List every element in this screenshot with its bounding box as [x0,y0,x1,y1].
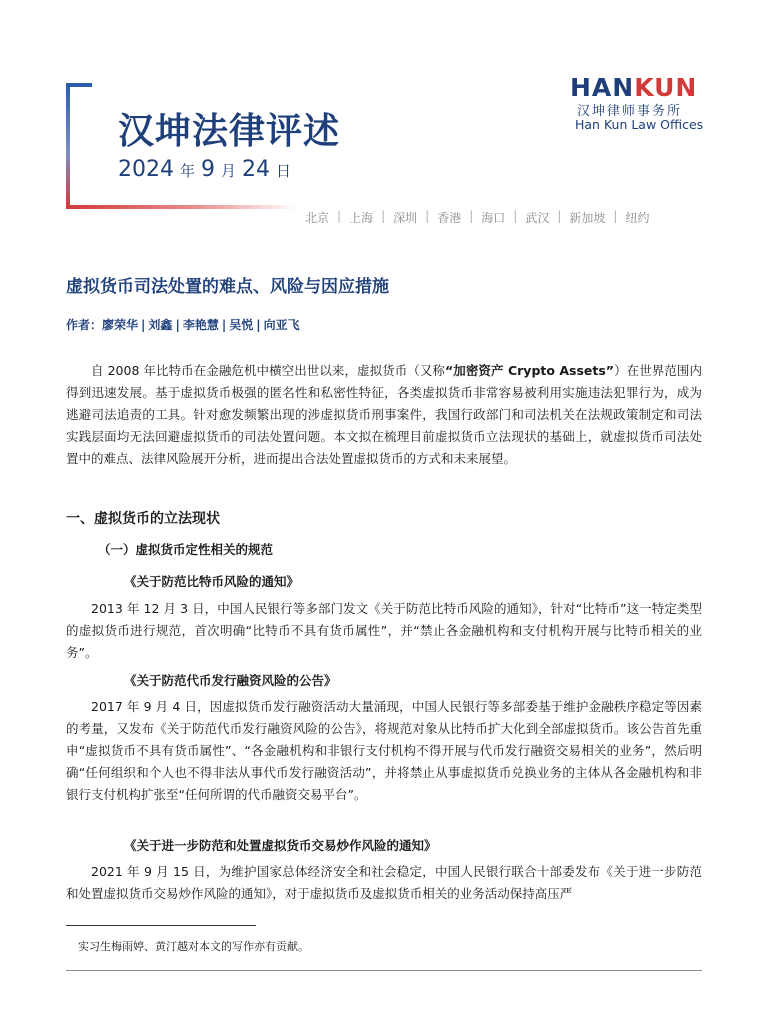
document-title: 《关于防范代币发行融资风险的公告》 [124,673,337,688]
office-separator: | [469,209,474,223]
intro-paragraph [66,360,702,470]
date-year: 2024 [118,157,174,182]
author-name: 向亚飞 [263,318,300,332]
author-name: 刘鑫 [148,318,173,332]
article-title: 虚拟货币司法处置的难点、风险与因应措施 [66,277,389,297]
footnote: 实习生梅雨婷、黄汀越对本文的写作亦有贡献。 [78,940,309,953]
subsection-heading: （一）虚拟货币定性相关的规范 [98,542,274,557]
intro-term: “加密资产 Crypto Assets” [445,363,615,378]
office-item: 纽约 [625,211,650,225]
author-separator: | [256,318,261,332]
office-separator: | [557,209,562,223]
date-year-unit: 年 [180,162,196,180]
frame-left-bar [66,83,70,209]
logo-kun: KUN [634,73,698,102]
footnote-divider [66,925,256,926]
date-day-unit: 日 [276,162,292,180]
intro-text-start: 自 2008 年比特币在金融危机中横空出世以来，虚拟货币（又称 [91,363,445,378]
date-month: 9 [201,157,216,182]
document-title: 《关于进一步防范和处置虚拟货币交易炒作风险的通知》 [124,838,437,853]
office-item: 香港 [437,211,462,225]
document-title: 《关于防范比特币风险的通知》 [124,574,300,589]
office-item: 海口 [481,211,506,225]
office-list [305,209,705,226]
logo-chinese-name: 汉坤律师事务所 [577,104,683,119]
author-separator: | [141,318,146,332]
date-day: 24 [242,157,271,182]
publication-date [118,157,297,182]
author-name: 廖荣华 [102,318,139,332]
document-paragraph: 2021 年 9 月 15 日，为维护国家总体经济安全和社会稳定，中国人民银行联合十部委发布《关于进一步防范和处置虚拟货币交易炒作风险的通知》，对于虚拟货币及虚拟货币相关的业务活动保持高压严 [66,864,702,901]
document-paragraph: 2013 年 12 月 3 日，中国人民银行等多部门发文《关于防范比特币风险的通知》，针对“比特币”这一特定类型的虚拟货币进行规范，首次明确“比特币不具有货币属性”，并“禁止各金融机构和支付机构开展与比特币相关的业务”。 [66,601,702,660]
intro-text-end: ）在世界范围内得到迅速发展。基于虚拟货币极强的匿名性和私密性特征，各类虚拟货币非常容易被利用实施违法犯罪行为，成为逃避司法追责的工具。针对愈发频繁出现的涉虚拟货币刑事案件，我国行政部门和司法机关在法规政策制定和司法实践层面均无法回避虚拟货币的司法处置问题。本文拟在梳理目前虚拟货币立法现状的基础上，就虚拟货币司法处置中的难点、法律风险展开分析，进而提出合法处置虚拟货币的方式和未来展望。 [66,363,702,466]
office-item: 北京 [305,211,330,225]
firm-logo [570,73,697,102]
publication-title: 汉坤法律评述 [118,110,341,152]
office-separator: | [613,209,618,223]
office-item: 上海 [349,211,374,225]
office-separator: | [337,209,342,223]
author-separator: | [221,318,227,332]
office-item: 深圳 [393,211,418,225]
office-item: 武汉 [525,211,550,225]
logo-han: HAN [570,73,635,102]
logo-english-name: Han Kun Law Offices [575,117,704,132]
frame-bottom-bar [66,205,298,209]
date-month-unit: 月 [221,162,237,180]
authors-line [66,316,300,333]
page-bottom-divider [66,970,702,971]
authors-label: 作者： [66,318,103,332]
office-item: 新加坡 [569,211,606,225]
author-name: 吴悦 [229,318,254,332]
section-heading: 一、虚拟货币的立法现状 [66,511,220,527]
author-separator: | [175,318,180,332]
office-separator: | [425,209,430,223]
document-paragraph: 2017 年 9 月 4 日，因虚拟货币发行融资活动大量涌现，中国人民银行等多部委基于维护金融秩序稳定等因素的考量，又发布《关于防范代币发行融资风险的公告》，将规范对象从比特币扩大化到全部虚拟货币。该公告首先重申“虚拟货币不具有货币属性”、“各金融机构和非银行支付机构不得开展与代币发行融资交易相关的业务”，然后明确“任何组织和个人也不得非法从事代币发行融资活动”，并将禁止从事虚拟货币兑换业务的主体从各金融机构和非银行支付机构扩张至“任何所谓的代币融资交易平台”。 [66,699,702,802]
author-name: 李艳慧 [182,318,219,332]
frame-top-bar [66,83,92,87]
office-separator: | [513,209,518,223]
office-separator: | [381,209,386,223]
